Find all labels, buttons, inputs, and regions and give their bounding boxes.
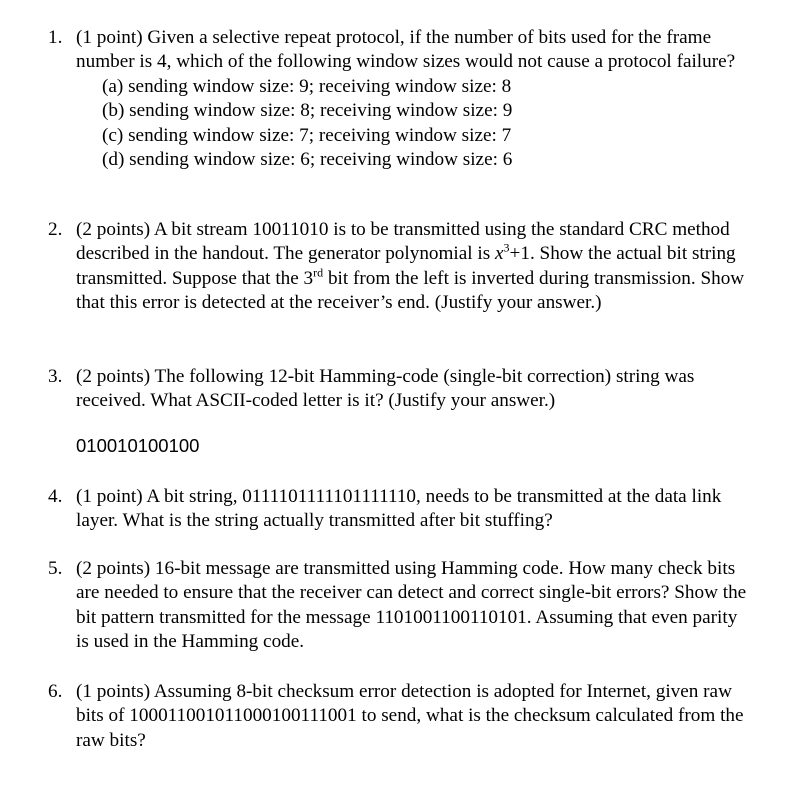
question-4 (48, 485, 748, 534)
question-number: 3. (48, 366, 63, 387)
polynomial-exponent: 3 (503, 241, 510, 256)
question-number: 6. (48, 681, 63, 702)
polynomial-base: x (495, 243, 504, 265)
question-text (76, 218, 748, 316)
question-text: (2 points) The following 12-bit Hamming-code (single-bit correction) string was received. What ASCII-coded letter is it? (Justify your answer.) (76, 366, 695, 412)
ordinal-suffix: rd (313, 265, 324, 280)
question-5 (48, 557, 748, 655)
option-c: (c) sending window size: 7; receiving window size: 7 (102, 124, 512, 146)
text-part: bit from the left is inverted during transmission. Show that this error is detected at the receiver’s end. (Justify your answer.) (76, 267, 745, 314)
hamming-code-string: 010010100100 (76, 435, 200, 456)
question-text: (1 point) Given a selective repeat protocol, if the number of bits used for the frame number is 4, which of the following window sizes would not cause a protocol failure? (76, 27, 736, 73)
question-text: (1 points) Assuming 8-bit checksum error detection is adopted for Internet, given raw bits of 100011001011000100111001 to send, what is the checksum calculated from the raw bits? (76, 681, 744, 751)
question-text: (1 point) A bit string, 0111101111101111110, needs to be transmitted at the data link layer. What is the string actually transmitted after bit stuffing? (76, 486, 722, 532)
text-part: (2 points) A bit stream 10011010 is to be transmitted using the standard CRC method described in the handout. The generator polynomial is (76, 219, 730, 265)
option-b: (b) sending window size: 8; receiving window size: 9 (102, 100, 513, 122)
option-list (102, 75, 748, 173)
text-part: +1. Show the actual bit string transmitted. Suppose that the 3 (76, 243, 736, 289)
question-number: 4. (48, 486, 63, 507)
question-number: 1. (48, 27, 63, 48)
question-text: (2 points) 16-bit message are transmitted using Hamming code. How many check bits are needed to ensure that the receiver can detect and correct single-bit errors? Show the bit pattern transmitted for the message 1101001100110101. Assuming that even parity is used in the Hamming code. (76, 558, 747, 653)
question-number: 2. (48, 219, 63, 240)
question-2 (48, 218, 748, 316)
question-3 (48, 365, 748, 414)
question-number: 5. (48, 558, 63, 579)
question-1 (48, 26, 748, 172)
option-d: (d) sending window size: 6; receiving window size: 6 (102, 149, 513, 171)
option-a: (a) sending window size: 9; receiving window size: 8 (102, 75, 512, 97)
question-6 (48, 680, 748, 753)
